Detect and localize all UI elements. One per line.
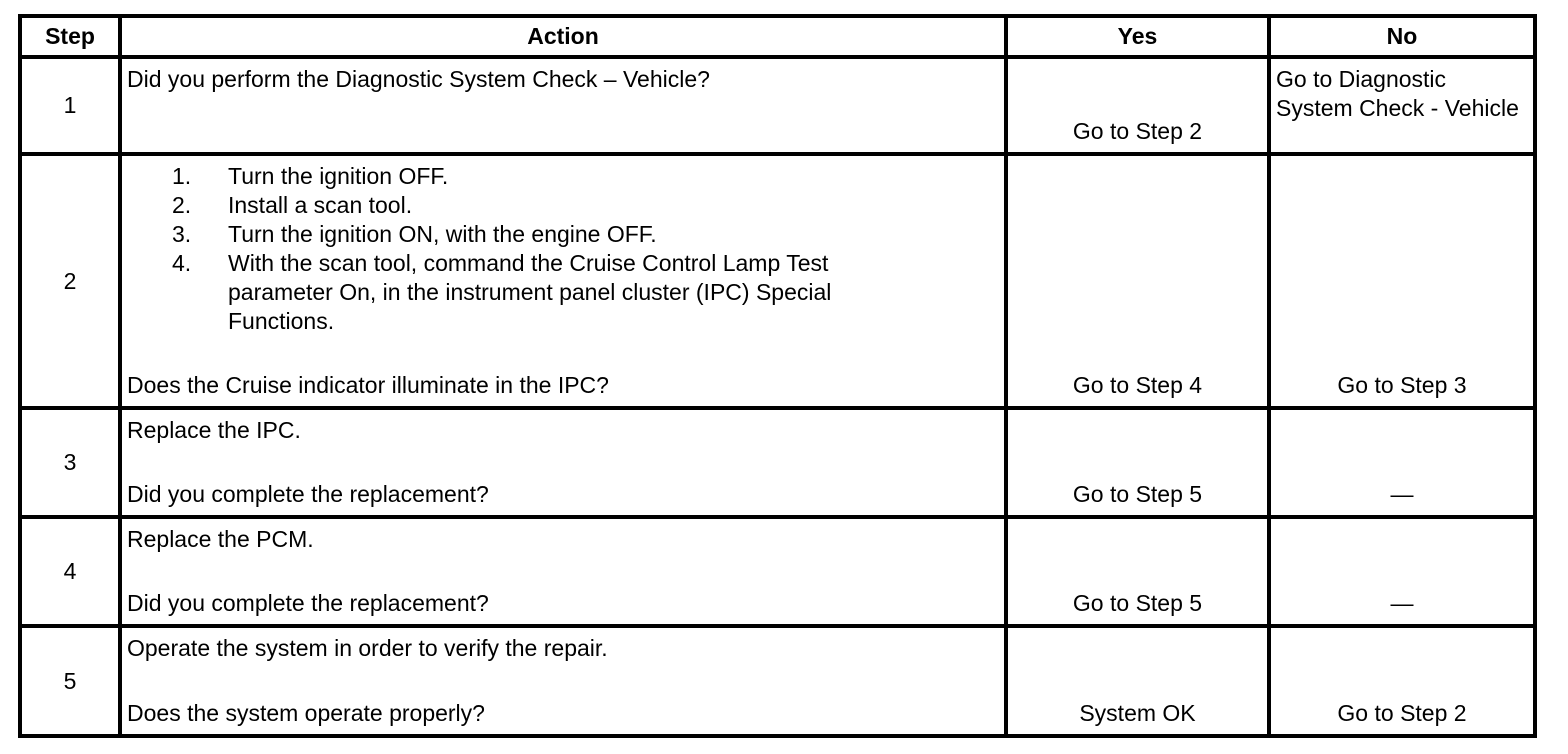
header-row [20,16,1535,57]
no-answer: — [1390,481,1414,507]
action-cell [120,626,1006,736]
list-item-number: 4. [172,250,192,276]
action-instruction: Replace the PCM. [127,526,314,552]
step-number: 2 [20,154,120,408]
yes-cell [1006,626,1269,736]
action-question: Did you perform the Diagnostic System Check – Vehicle? [127,66,710,92]
list-item-number: 3. [172,221,192,247]
table-row [20,57,1535,154]
yes-answer: Go to Step 4 [1072,372,1203,398]
action-cell [120,154,1006,408]
action-question: Did you complete the replacement? [127,590,489,616]
yes-cell [1006,154,1269,408]
no-cell [1269,626,1535,736]
list-item-text: Turn the ignition ON, with the engine OFF. [228,221,657,247]
list-item [172,162,904,191]
no-cell [1269,517,1535,626]
no-answer: Go to Step 2 [1337,700,1467,726]
action-cell [120,517,1006,626]
no-answer: Go to Step 3 [1337,372,1467,398]
no-answer: Go to Diagnostic System Check - Vehicle [1276,66,1519,121]
yes-cell [1006,57,1269,154]
yes-answer: Go to Step 5 [1072,481,1203,507]
action-question: Does the Cruise indicator illuminate in the IPC? [127,372,609,398]
table-row [20,408,1535,517]
step-number: 1 [20,57,120,154]
list-item-text: Install a scan tool. [228,192,413,218]
list-item-text: With the scan tool, command the Cruise Control Lamp Test parameter On, in the instrument panel cluster (IPC) Special Functions. [228,250,832,334]
step-number: 4 [20,517,120,626]
yes-answer: Go to Step 2 [1072,118,1203,144]
action-cell [120,408,1006,517]
header-yes: Yes [1006,16,1269,57]
yes-answer: System OK [1079,700,1196,726]
table-row [20,517,1535,626]
list-item-number: 2. [172,192,192,218]
header-no: No [1269,16,1535,57]
action-question: Does the system operate properly? [127,700,485,726]
diagnostic-table [18,14,1537,738]
action-cell [120,57,1006,154]
action-instruction: Replace the IPC. [127,417,301,443]
yes-cell [1006,408,1269,517]
step-number: 5 [20,626,120,736]
step-number: 3 [20,408,120,517]
list-item-number: 1. [172,163,192,189]
header-action: Action [120,16,1006,57]
action-instruction: Operate the system in order to verify the repair. [127,635,608,661]
header-step: Step [20,16,120,57]
table-row [20,626,1535,736]
list-item [172,220,904,249]
no-cell [1269,408,1535,517]
list-item [172,249,904,336]
yes-answer: Go to Step 5 [1072,590,1203,616]
table-row [20,154,1535,408]
no-cell [1269,57,1535,154]
yes-cell [1006,517,1269,626]
no-cell [1269,154,1535,408]
no-answer: — [1390,590,1414,616]
list-item [172,191,904,220]
action-question: Did you complete the replacement? [127,481,489,507]
procedure-list [172,162,904,336]
list-item-text: Turn the ignition OFF. [228,163,449,189]
